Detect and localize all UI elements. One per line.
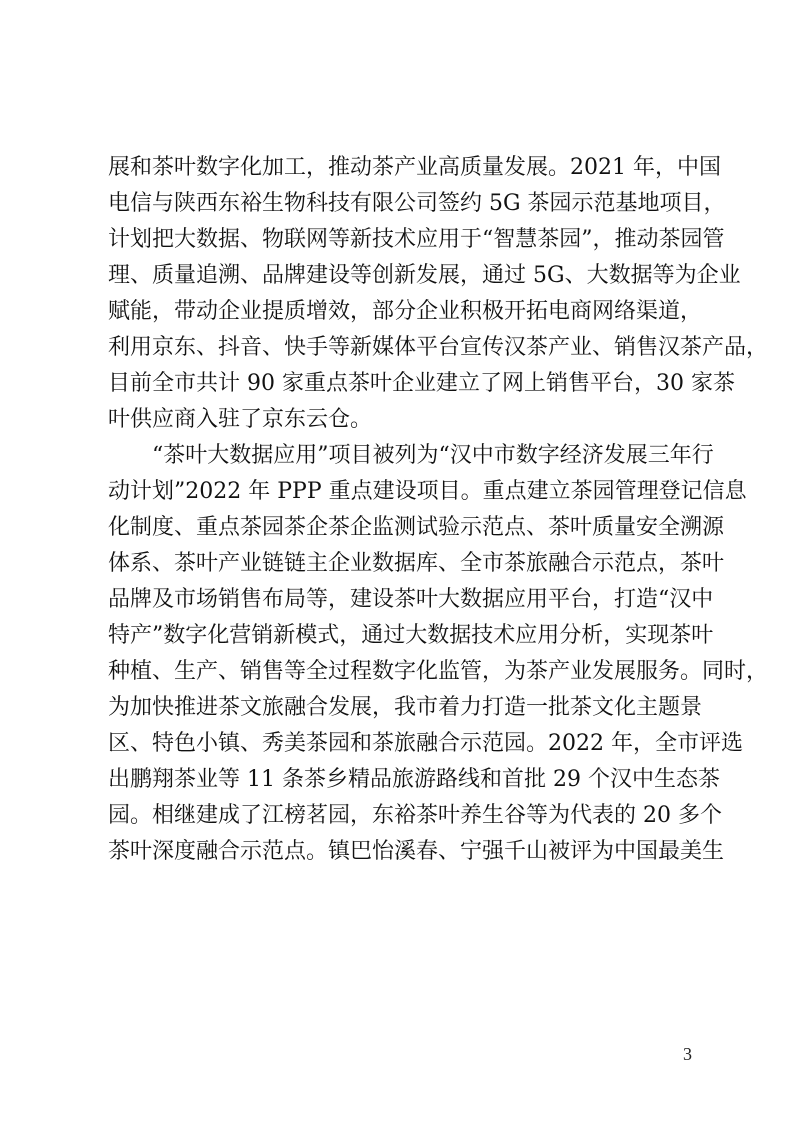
page-number: 3: [683, 1044, 692, 1064]
text-line: 体系、茶叶产业链链主企业数据库、全市茶旅融合示范点，茶叶: [108, 551, 725, 576]
text-line: 化制度、重点茶园茶企茶企监测试验示范点、茶叶质量安全溯源: [108, 515, 725, 540]
text-line: 特产”数字化营销新模式，通过大数据技术应用分析，实现茶叶: [108, 623, 714, 648]
text-line: 动计划”2022 年 PPP 重点建设项目。重点建立茶园管理登记信息: [108, 479, 747, 504]
text-line: 为加快推进茶文旅融合发展，我市着力打造一批茶文化主题景: [108, 695, 703, 720]
text-line: 展和茶叶数字化加工，推动茶产业高质量发展。2021 年，中国: [108, 155, 721, 180]
text-line: 园。相继建成了江榜茗园，东裕茶叶养生谷等为代表的 20 多个: [108, 803, 722, 828]
text-line: 电信与陕西东裕生物科技有限公司签约 5G 茶园示范基地项目，: [108, 191, 726, 216]
text-line: 出鹏翔茶业等 11 条茶乡精品旅游路线和首批 29 个汉中生态茶: [108, 767, 720, 792]
body-text: [108, 150, 769, 870]
paragraph: [108, 150, 769, 438]
text-line: 目前全市共计 90 家重点茶叶企业建立了网上销售平台，30 家茶: [108, 371, 735, 396]
text-line: 种植、生产、销售等全过程数字化监管，为茶产业发展服务。同时，: [108, 659, 769, 684]
text-line: 品牌及市场销售布局等，建设茶叶大数据应用平台，打造“汉中: [108, 587, 714, 612]
text-line: “茶叶大数据应用”项目被列为“汉中市数字经济发展三年行: [108, 443, 714, 468]
text-line: 赋能，带动企业提质增效，部分企业积极开拓电商网络渠道，: [108, 299, 703, 324]
text-line: 计划把大数据、物联网等新技术应用于“智慧茶园”，推动茶园管: [108, 227, 725, 252]
text-line: 区、特色小镇、秀美茶园和茶旅融合示范园。2022 年，全市评选: [108, 731, 743, 756]
text-line: 理、质量追溯、品牌建设等创新发展，通过 5G、大数据等为企业: [108, 263, 741, 288]
text-line: 茶叶深度融合示范点。镇巴怡溪春、宁强千山被评为中国最美生: [108, 839, 725, 864]
text-line: 利用京东、抖音、快手等新媒体平台宣传汉茶产业、销售汉茶产品，: [108, 335, 769, 360]
text-line: 叶供应商入驻了京东云仓。: [108, 407, 373, 432]
paragraph: [108, 438, 769, 870]
